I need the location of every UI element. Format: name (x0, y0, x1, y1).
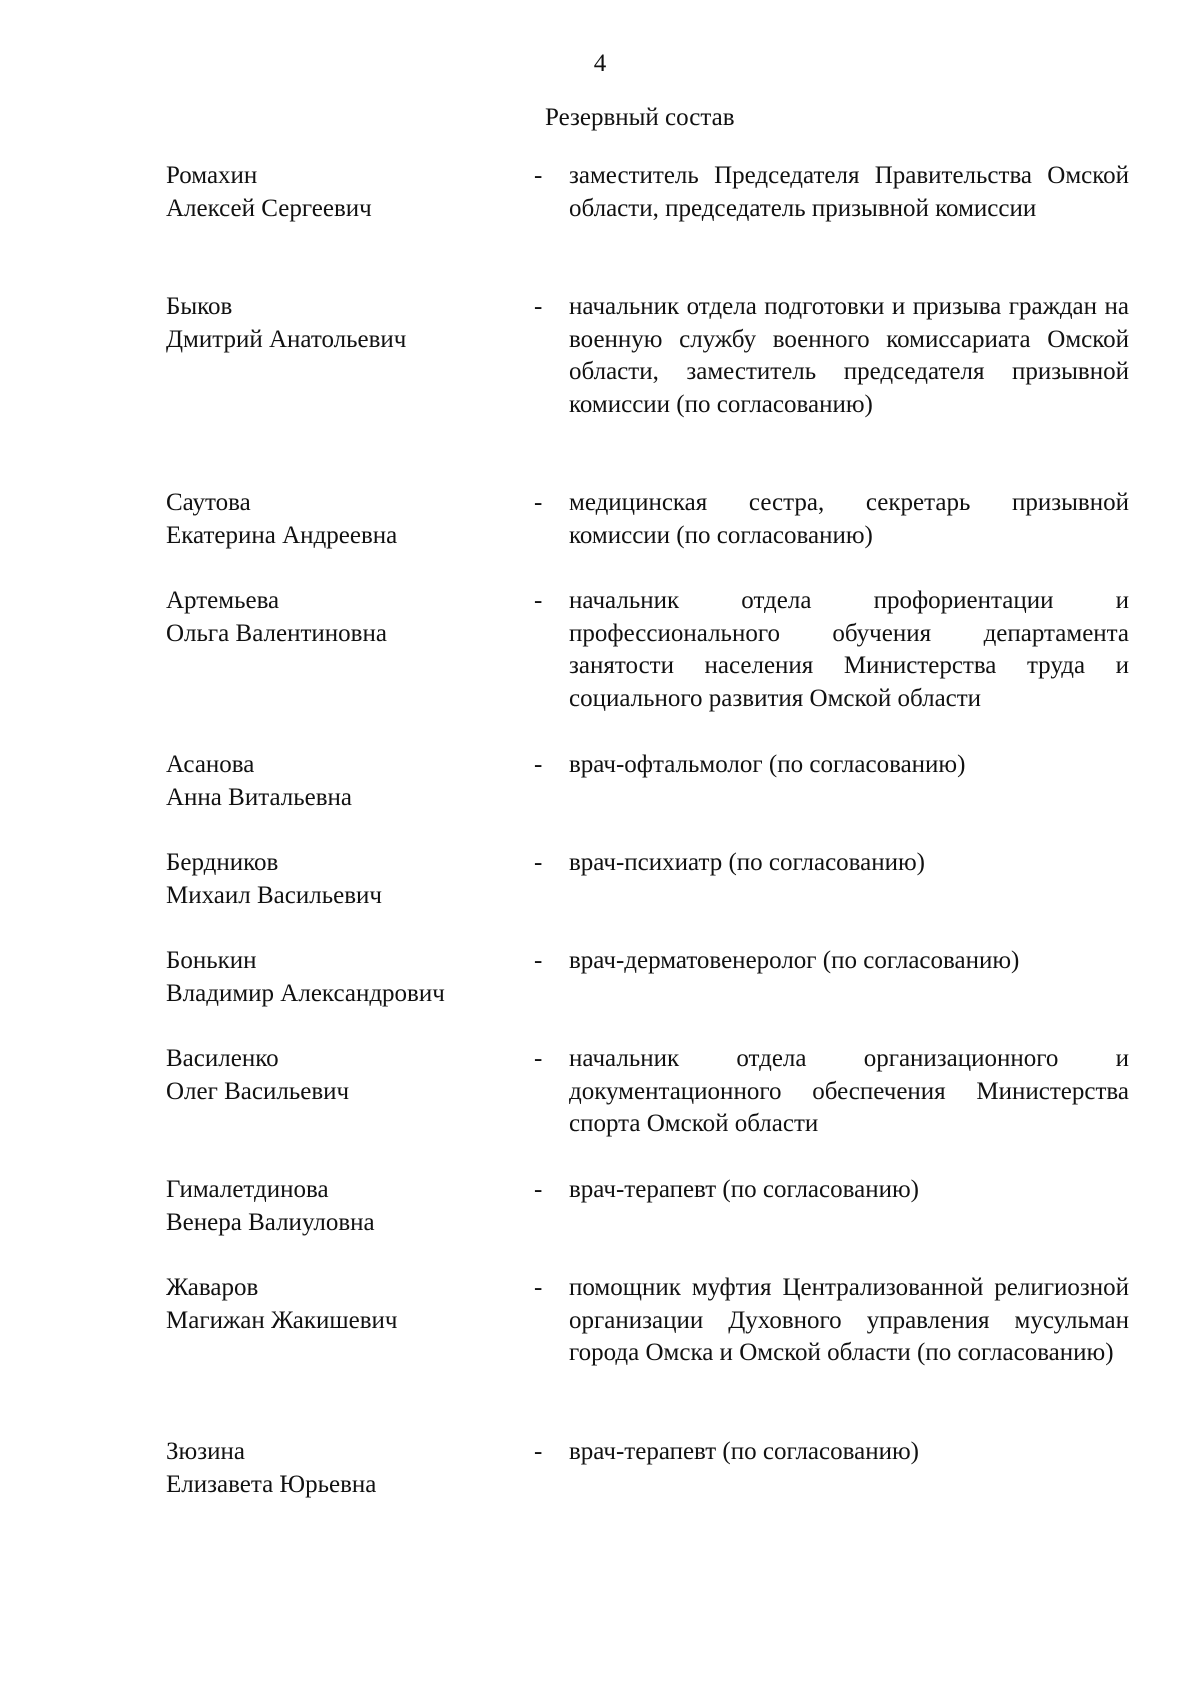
member-dash: - (534, 1438, 543, 1465)
member-surname: Гималетдинова (166, 1176, 329, 1203)
member-surname: Асанова (166, 751, 255, 778)
member-surname: Бердников (166, 849, 279, 876)
member-given-name: Магижан Жакишевич (166, 1306, 398, 1334)
member-surname: Бонькин (166, 947, 257, 974)
member-role: заместитель Председателя Правительства Омской области, председатель призывной комиссии (569, 162, 1129, 222)
member-name (166, 487, 526, 552)
member-given-name: Елизавета Юрьевна (166, 1470, 377, 1498)
member-name (166, 1272, 526, 1337)
member-given-name: Ольга Валентиновна (166, 619, 387, 647)
member-role: медицинская сестра, секретарь призывной комиссии (по согласованию) (569, 489, 1129, 549)
member-name (166, 1174, 526, 1239)
member-dash: - (534, 849, 543, 876)
member-dash: - (534, 1045, 543, 1072)
member-role: начальник отдела организационного и документационного обеспечения Министерства спорта Омской области (569, 1045, 1129, 1137)
member-surname: Саутова (166, 489, 251, 516)
member-dash: - (534, 751, 543, 778)
member-name (166, 847, 526, 912)
member-dash: - (534, 162, 543, 189)
page-number: 4 (593, 50, 607, 77)
member-name (166, 1043, 526, 1108)
member-given-name: Дмитрий Анатольевич (166, 325, 407, 353)
member-dash: - (534, 587, 543, 614)
member-surname: Быков (166, 293, 233, 320)
member-name (166, 1436, 526, 1501)
member-role: начальник отдела подготовки и призыва граждан на военную службу военного комиссариата Омской области, заместитель председателя призывной комиссии (по согласованию) (569, 293, 1129, 418)
member-surname: Зюзина (166, 1438, 245, 1465)
member-name (166, 291, 526, 356)
member-dash: - (534, 1274, 543, 1301)
member-dash: - (534, 489, 543, 516)
member-role: врач-офтальмолог (по согласованию) (569, 751, 966, 778)
member-dash: - (534, 947, 543, 974)
member-given-name: Екатерина Андреевна (166, 521, 398, 549)
member-role: врач-терапевт (по согласованию) (569, 1176, 919, 1203)
member-role: врач-терапевт (по согласованию) (569, 1438, 919, 1465)
member-given-name: Михаил Васильевич (166, 881, 382, 909)
member-given-name: Анна Витальевна (166, 783, 353, 811)
member-role: врач-психиатр (по согласованию) (569, 849, 925, 876)
member-surname: Ромахин (166, 162, 258, 189)
member-name (166, 749, 526, 814)
section-title: Резервный состав (545, 104, 735, 131)
member-role: начальник отдела профориентации и профессионального обучения департамента занятости населения Министерства труда и социального развития Омской области (569, 587, 1129, 712)
member-given-name: Алексей Сергеевич (166, 194, 372, 222)
member-surname: Артемьева (166, 587, 280, 614)
member-given-name: Венера Валиуловна (166, 1208, 375, 1236)
member-dash: - (534, 293, 543, 320)
member-name (166, 160, 526, 225)
member-given-name: Владимир Александрович (166, 979, 445, 1007)
member-dash: - (534, 1176, 543, 1203)
member-name (166, 945, 526, 1010)
member-surname: Жаваров (166, 1274, 259, 1301)
member-role: помощник муфтия Централизованной религиозной организации Духовного управления мусульман города Омска и Омской области (по согласованию) (569, 1274, 1129, 1366)
member-given-name: Олег Васильевич (166, 1077, 350, 1105)
member-role: врач-дерматовенеролог (по согласованию) (569, 947, 1020, 974)
member-name (166, 585, 526, 650)
member-surname: Василенко (166, 1045, 279, 1072)
